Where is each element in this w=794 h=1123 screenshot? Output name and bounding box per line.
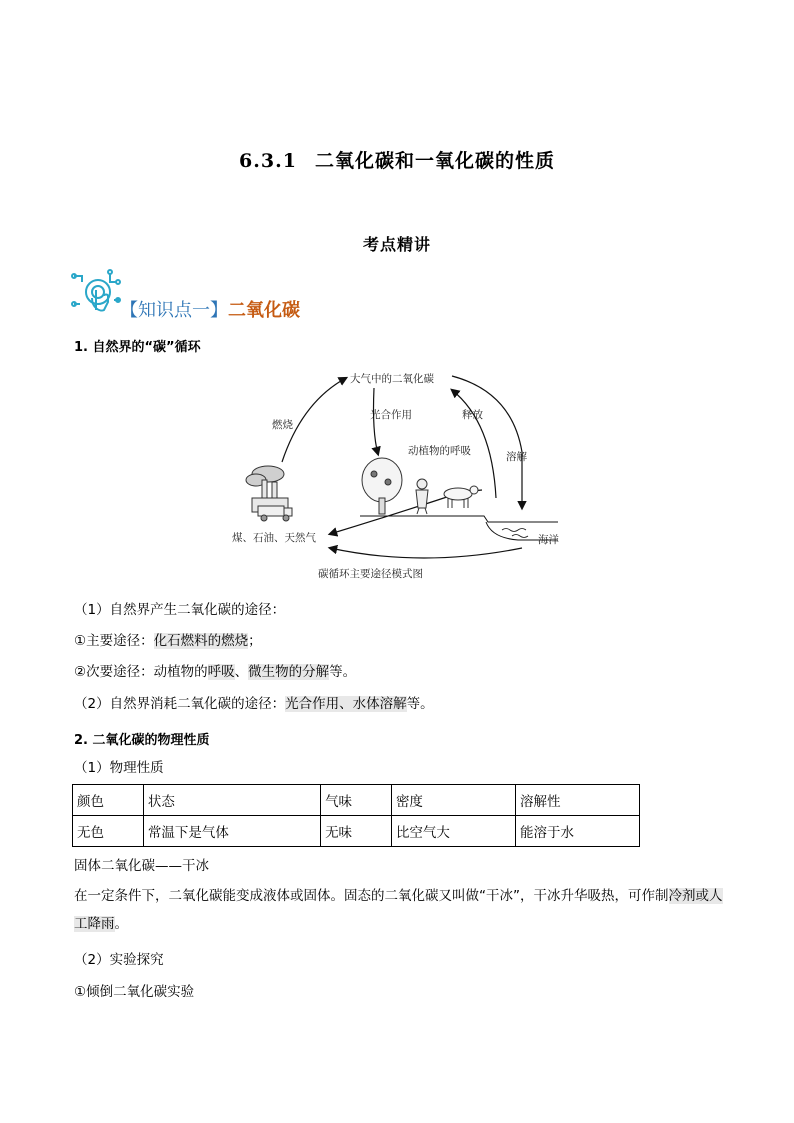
consume-paths-line bbox=[74, 694, 434, 714]
secondary-value-decomposition: 微生物的分解 bbox=[248, 664, 330, 680]
experiment-subheading: （2）实验探究 bbox=[74, 952, 164, 968]
bracket-open: 【 bbox=[120, 300, 138, 321]
label-dissolve: 溶解 bbox=[506, 451, 527, 463]
table-header-cell: 溶解性 bbox=[515, 785, 639, 816]
ground-line bbox=[360, 516, 558, 522]
main-path-value: 化石燃料的燃烧 bbox=[153, 633, 249, 649]
dry-ice-title: 固体二氧化碳——干冰 bbox=[74, 858, 209, 874]
tree-icon bbox=[362, 458, 402, 514]
table-cell: 能溶于水 bbox=[515, 816, 639, 847]
label-fuels: 煤、石油、天然气 bbox=[232, 532, 316, 544]
touch-circuit-icon bbox=[70, 268, 122, 320]
table-header-cell: 颜色 bbox=[73, 785, 144, 816]
section-subtitle: 考点精讲 bbox=[362, 235, 431, 254]
secondary-path-prefix: ②次要途径：动植物的 bbox=[74, 664, 208, 680]
dry-ice-text: 在一定条件下，二氧化碳能变成液体或固体。固态的二氧化碳又叫做“干冰”，干冰升华吸热，可作制 bbox=[74, 888, 669, 904]
table-header-cell: 状态 bbox=[143, 785, 320, 816]
dry-ice-highlight-rain: 人工降雨 bbox=[74, 888, 723, 932]
main-path-suffix: ； bbox=[248, 633, 262, 649]
label-ocean: 海洋 bbox=[538, 534, 559, 546]
label-respiration: 动植物的呼吸 bbox=[408, 445, 471, 457]
dry-ice-highlight-refrigerant: 冷剂或 bbox=[668, 888, 709, 904]
table-header-row bbox=[73, 785, 640, 816]
arrow-release bbox=[452, 390, 496, 498]
secondary-path-line bbox=[74, 662, 356, 682]
cow-icon bbox=[444, 486, 478, 508]
label-photosynthesis: 光合作用 bbox=[370, 409, 412, 421]
section2-heading: 2. 二氧化碳的物理性质 bbox=[74, 733, 210, 748]
table-row bbox=[73, 816, 640, 847]
label-burning: 燃烧 bbox=[272, 419, 293, 431]
label-caption: 碳循环主要途径模式图 bbox=[318, 568, 423, 580]
table-header-cell: 气味 bbox=[321, 785, 392, 816]
factory-icon bbox=[246, 466, 288, 512]
title-number: 6.3.1 bbox=[239, 150, 297, 172]
consume-prefix: （2）自然界消耗二氧化碳的途径： bbox=[74, 696, 286, 712]
produce-paths-title: （1）自然界产生二氧化碳的途径： bbox=[74, 602, 286, 618]
dry-ice-end: 。 bbox=[114, 916, 128, 932]
secondary-path-suffix: 等。 bbox=[329, 664, 357, 680]
secondary-value-respiration: 呼吸 bbox=[207, 664, 235, 680]
table-cell: 无色 bbox=[73, 816, 144, 847]
section1-heading: 1. 自然界的“碳”循环 bbox=[74, 340, 201, 355]
table-cell: 常温下是气体 bbox=[143, 816, 320, 847]
truck-icon bbox=[258, 506, 292, 521]
knowledge-point-title bbox=[120, 296, 300, 322]
arrow-ocean bbox=[330, 548, 522, 558]
table-header-cell: 密度 bbox=[391, 785, 515, 816]
title-text: 二氧化碳和一氧化碳的性质 bbox=[314, 150, 555, 172]
carbon-cycle-diagram bbox=[222, 362, 582, 584]
table-cell: 无味 bbox=[321, 816, 392, 847]
consume-value: 光合作用、水体溶解 bbox=[285, 696, 407, 712]
kp-label: 知识点一 bbox=[138, 300, 210, 321]
kp-topic: 二氧化碳 bbox=[228, 300, 300, 321]
label-atmosphere: 大气中的二氧化碳 bbox=[350, 373, 434, 385]
physical-props-subheading: （1）物理性质 bbox=[74, 760, 164, 776]
person-icon bbox=[416, 479, 428, 514]
main-path-prefix: ①主要途径： bbox=[74, 633, 154, 649]
table-cell: 比空气大 bbox=[391, 816, 515, 847]
secondary-sep: 、 bbox=[234, 664, 249, 680]
main-path-line bbox=[74, 631, 262, 651]
bracket-close: 】 bbox=[210, 300, 228, 321]
ocean-waves-icon bbox=[502, 529, 528, 538]
physical-properties-table bbox=[72, 784, 640, 847]
consume-suffix: 等。 bbox=[406, 696, 434, 712]
dry-ice-paragraph bbox=[74, 882, 726, 938]
page-title bbox=[0, 146, 794, 173]
experiment-item-1: ①倾倒二氧化碳实验 bbox=[74, 984, 195, 1000]
label-release: 释放 bbox=[462, 409, 483, 421]
arrow-photosynthesis bbox=[374, 388, 379, 454]
